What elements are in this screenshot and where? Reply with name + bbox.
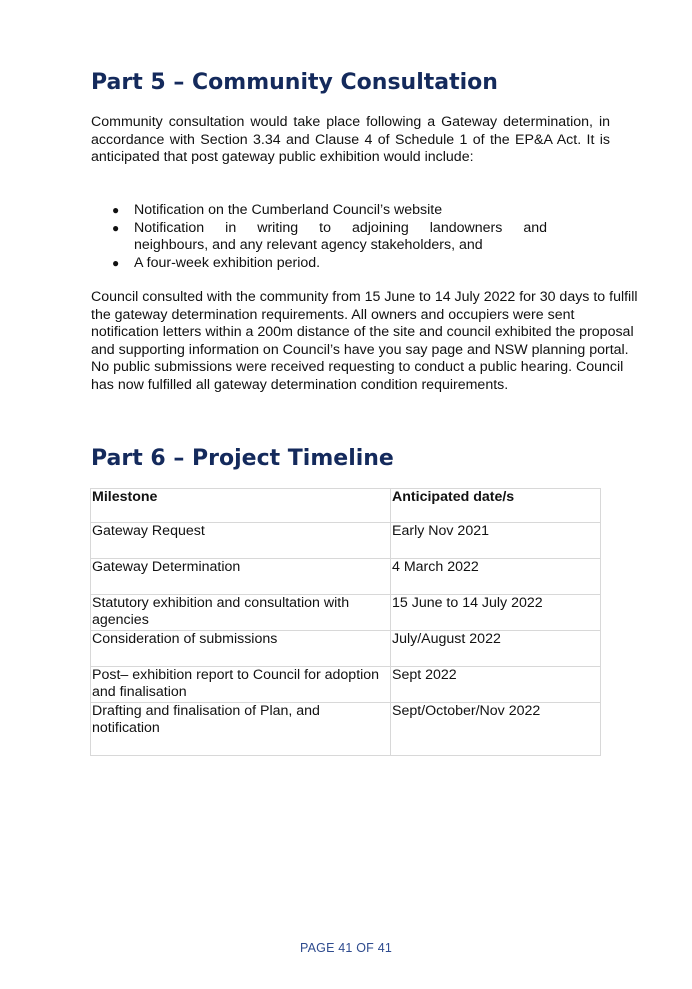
milestone-cell: Post– exhibition report to Council for adoption and finalisation <box>91 667 391 703</box>
bullet-text: neighbours, and any relevant agency stakeholders, and <box>134 237 483 253</box>
date-cell: Sept 2022 <box>391 667 601 703</box>
table-row <box>91 631 601 667</box>
date-cell: Early Nov 2021 <box>391 523 601 559</box>
milestone-cell: Statutory exhibition and consultation with agencies <box>91 595 391 631</box>
bullet-icon: ● <box>112 220 120 235</box>
table-row <box>91 595 601 631</box>
bullet-item <box>91 220 547 238</box>
table-row <box>91 667 601 703</box>
header-anticipated-dates: Anticipated date/s <box>391 489 601 523</box>
bullet-icon: ● <box>112 255 120 270</box>
table-row <box>91 559 601 595</box>
consultation-paragraph: Council consulted with the community from 15 June to 14 July 2022 for 30 days to fulfill the gateway determination requirements. All owners and occupiers were sent notification letters within a 200m distance of the site and council exhibited the proposal and supporting information on Council’s have you say page and NSW planning portal. No public submissions were received requesting to conduct a public hearing. Council has now fulfilled all gateway determination condition requirements. <box>91 289 638 393</box>
exhibition-bullet-list <box>91 202 547 272</box>
date-cell: Sept/October/Nov 2022 <box>391 703 601 756</box>
milestone-cell: Drafting and finalisation of Plan, and notification <box>91 703 391 756</box>
part6-heading: Part 6 – Project Timeline <box>91 446 394 471</box>
project-timeline-table <box>90 488 601 756</box>
bullet-icon: ● <box>112 203 120 217</box>
date-cell: July/August 2022 <box>391 631 601 667</box>
bullet-item <box>91 255 547 273</box>
header-milestone: Milestone <box>91 489 391 523</box>
date-cell: 15 June to 14 July 2022 <box>391 595 601 631</box>
milestone-cell: Gateway Determination <box>91 559 391 595</box>
table-row <box>91 523 601 559</box>
bullet-text: Notification on the Cumberland Council’s website <box>134 202 443 218</box>
milestone-cell: Consideration of submissions <box>91 631 391 667</box>
table-header-row <box>91 489 601 523</box>
page-number-footer: PAGE 41 OF 41 <box>300 941 392 955</box>
part5-intro-paragraph: Community consultation would take place following a Gateway determination, in accordance with Section 3.34 and Clause 4 of Schedule 1 of the EP&A Act. It is anticipated that post gateway public exhibition would include: <box>91 114 610 165</box>
bullet-item-continuation <box>91 237 547 255</box>
table-row <box>91 703 601 756</box>
milestone-cell: Gateway Request <box>91 523 391 559</box>
bullet-text: A four-week exhibition period. <box>134 254 321 271</box>
bullet-text: Notification in writing to adjoining landowners and <box>134 219 547 236</box>
part5-heading: Part 5 – Community Consultation <box>91 70 498 95</box>
bullet-item <box>91 202 547 220</box>
date-cell: 4 March 2022 <box>391 559 601 595</box>
